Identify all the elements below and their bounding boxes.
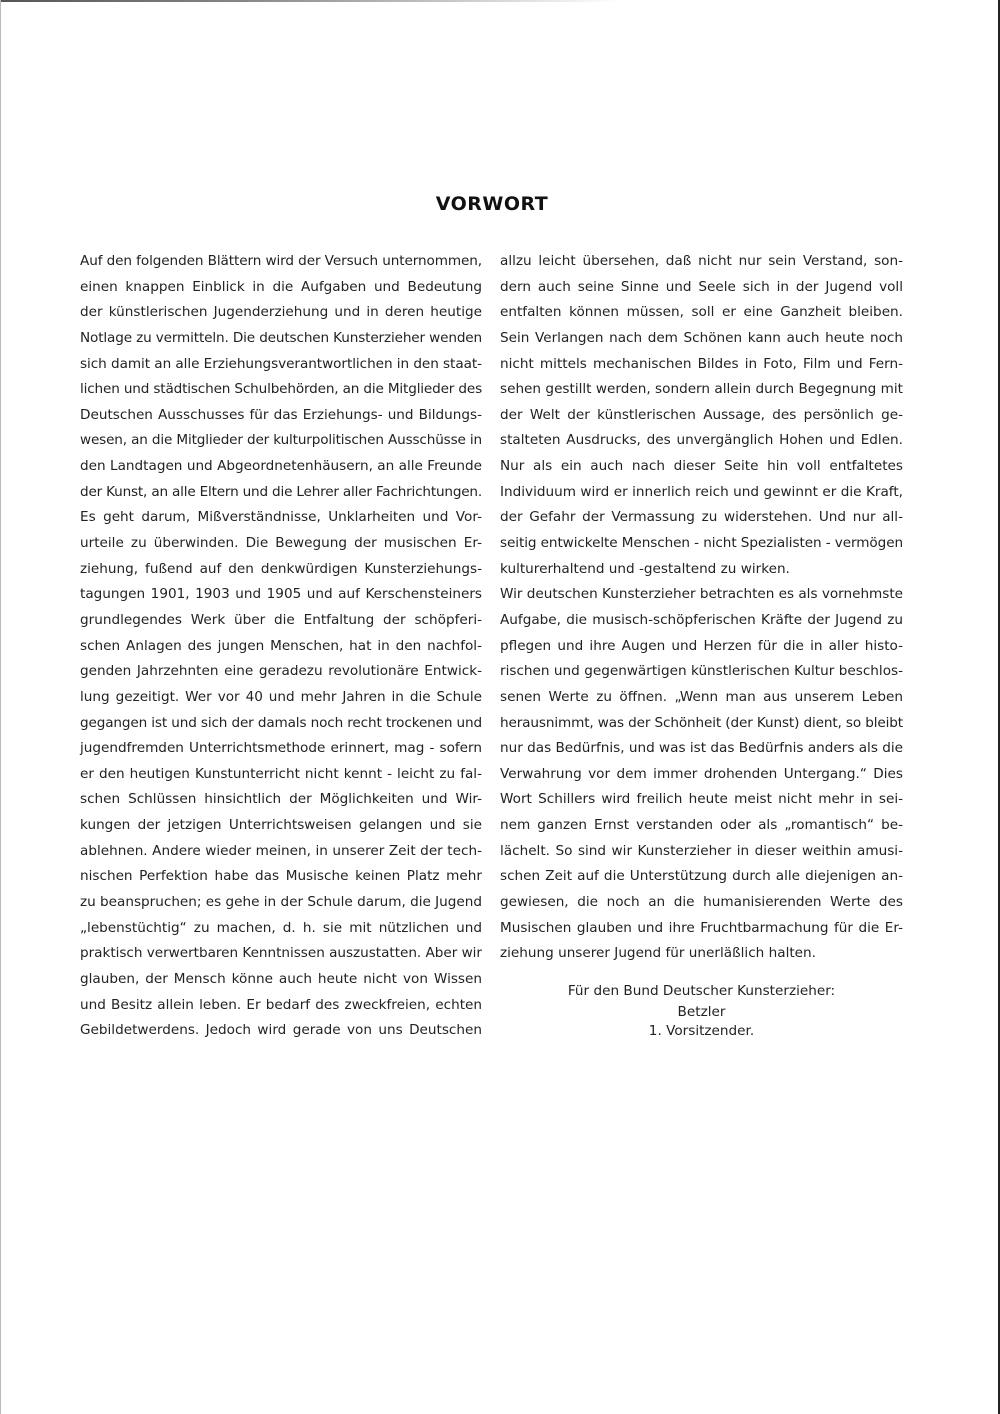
text-line: pflegen und ihre Augen und Herzen für die in aller histo- (500, 637, 903, 654)
text-line: rischen und gegenwärtigen künstlerischen Kultur beschlos- (500, 663, 903, 680)
text-line: nem ganzen Ernst verstanden oder als „romantisch“ be- (500, 817, 903, 834)
text-line: nur das Bedürfnis, und was ist das Bedürfnis anders als die (500, 740, 903, 757)
text-line: lung gezeitigt. Wer vor 40 und mehr Jahren in die Schule (80, 688, 482, 705)
text-line: ziehung unserer Jugend für unerläßlich halten. (500, 945, 816, 962)
text-line: Wir deutschen Kunsterzieher betrachten es als vornehmste (500, 586, 903, 603)
text-line: der Welt der künstlerischen Aussage, des persönlich ge- (500, 406, 903, 423)
text-line: allzu leicht übersehen, daß nicht nur sein Verstand, son- (500, 253, 903, 269)
signature-role: 1. Vorsitzender. (648, 1023, 755, 1039)
text-line: ziehung, fußend auf den denkwürdigen Kunsterziehungs- (80, 560, 482, 577)
text-line: einen knappen Einblick in die Aufgaben und Bedeutung (80, 278, 482, 295)
text-line: Individuum wird er innerlich reich und gewinnt er die Kraft, (500, 483, 903, 500)
text-line: senen Werte zu öffnen. „Wenn man aus unserem Leben (500, 688, 903, 705)
text-line: nischen Perfektion habe das Musische keinen Platz mehr (80, 868, 482, 885)
text-line: den Landtagen und Abgeordnetenhäusern, an alle Freunde (80, 458, 482, 475)
text-line: nicht mittels mechanischen Bildes in Foto, Film und Fern- (500, 355, 903, 372)
text-line: Deutschen Ausschusses für das Erziehungs- und Bildungs- (80, 406, 482, 423)
text-line: kulturerhaltend und -gestaltend zu wirken. (500, 560, 790, 577)
page-title: VORWORT (435, 192, 549, 215)
text-line: glauben, der Mensch könne auch heute nicht von Wissen (80, 970, 482, 987)
text-line: wesen, an die Mitglieder der kulturpolitischen Ausschüsse in (80, 432, 482, 449)
text-line: genden Jahrzehnten eine geradezu revolutionäre Entwick- (80, 663, 482, 680)
text-line: Aufgabe, die musisch-schöpferischen Kräfte der Jugend zu (500, 611, 903, 628)
text-line: jugendfremden Unterrichtsmethode erinnert, mag - sofern (80, 740, 482, 757)
text-line: schen Anlagen des jungen Menschen, hat in den nachfol- (80, 637, 482, 654)
text-line: er den heutigen Kunstunterricht nicht kennt - leicht zu fal- (80, 765, 482, 782)
text-line: Gebildetwerdens. Jedoch wird gerade von uns Deutschen (80, 1022, 482, 1039)
right-text-column (500, 249, 903, 967)
text-line: Sein Verlangen nach dem Schönen kann auch heute noch (500, 329, 903, 346)
text-line: Wort Schillers wird freilich heute meist nicht mehr in sei- (500, 791, 903, 808)
signature-name: Betzler (677, 1004, 726, 1020)
left-text-column (80, 249, 482, 1044)
text-line: urteile zu überwinden. Die Bewegung der musischen Er- (80, 535, 482, 552)
text-line: dern auch seine Sinne und Seele sich in der Jugend voll (500, 278, 903, 295)
signature-block (500, 979, 903, 1041)
text-line: der künstlerischen Jugenderziehung und in deren heutige (80, 304, 482, 321)
text-line: der Kunst, an alle Eltern und die Lehrer aller Fachrichtungen. (80, 483, 482, 500)
text-line: stalteten Ausdrucks, des unvergänglich Hohen und Edlen. (500, 432, 903, 449)
text-line: „lebenstüchtig“ zu machen, d. h. sie mit nützlichen und (80, 919, 482, 936)
text-line: und Besitz allein leben. Er bedarf des zweckfreien, echten (80, 996, 482, 1013)
text-line: grundlegendes Werk über die Entfaltung der schöpferi- (80, 611, 482, 628)
text-line: praktisch verwertbaren Kenntnissen auszustatten. Aber wir (80, 945, 482, 962)
text-line: herausnimmt, was der Schönheit (der Kunst) dient, so bleibt (500, 714, 904, 731)
text-line: gewiesen, die noch an die humanisierenden Werte des (500, 894, 903, 911)
scan-edge-top (0, 0, 620, 2)
text-line: schen Schlüssen hinsichtlich der Möglichkeiten und Wir- (80, 791, 482, 808)
text-line: Auf den folgenden Blättern wird der Versuch unternommen, (80, 253, 483, 269)
text-line: der Gefahr der Vermassung zu widerstehen. Und nur all- (500, 509, 903, 526)
text-line: seitig entwickelte Menschen - nicht Spezialisten - vermögen (500, 535, 903, 552)
signature-organization: Für den Bund Deutscher Kunsterzieher: (567, 983, 836, 999)
text-line: Musischen glauben und ihre Fruchtbarmachung für die Er- (500, 919, 903, 936)
text-line: Nur als ein auch nach dieser Seite hin voll entfaltetes (500, 458, 903, 475)
text-line: sich damit an alle Erziehungsverantwortlichen in den staat- (80, 355, 482, 372)
text-line: Verwahrung vor dem immer drohenden Untergang.“ Dies (500, 765, 903, 782)
text-line: lichen und städtischen Schulbehörden, an die Mitglieder des (80, 381, 482, 398)
text-line: Es geht darum, Mißverständnisse, Unklarheiten und Vor- (80, 509, 482, 526)
text-line: lächelt. So sind wir Kunsterzieher in dieser weithin amusi- (500, 842, 903, 859)
text-line: schen Zeit auf die Unterstützung durch alle diejenigen an- (500, 868, 903, 885)
text-line: kungen der jetzigen Unterrichtsweisen gelangen und sie (80, 817, 482, 834)
text-line: gegangen ist und sich der damals noch recht trockenen und (80, 714, 482, 731)
text-line: entfalten können müssen, soll er eine Ganzheit bleiben. (500, 304, 903, 321)
text-line: tagungen 1901, 1903 und 1905 und auf Kerschensteiners (80, 586, 482, 603)
text-line: Notlage zu vermitteln. Die deutschen Kunsterzieher wenden (80, 329, 482, 346)
text-line: ablehnen. Andere wieder meinen, in unserer Zeit der tech- (80, 842, 482, 859)
text-line: zu beanspruchen; es gehe in der Schule darum, die Jugend (80, 894, 482, 911)
text-line: sehen gestillt werden, sondern allein durch Begegnung mit (500, 381, 903, 398)
